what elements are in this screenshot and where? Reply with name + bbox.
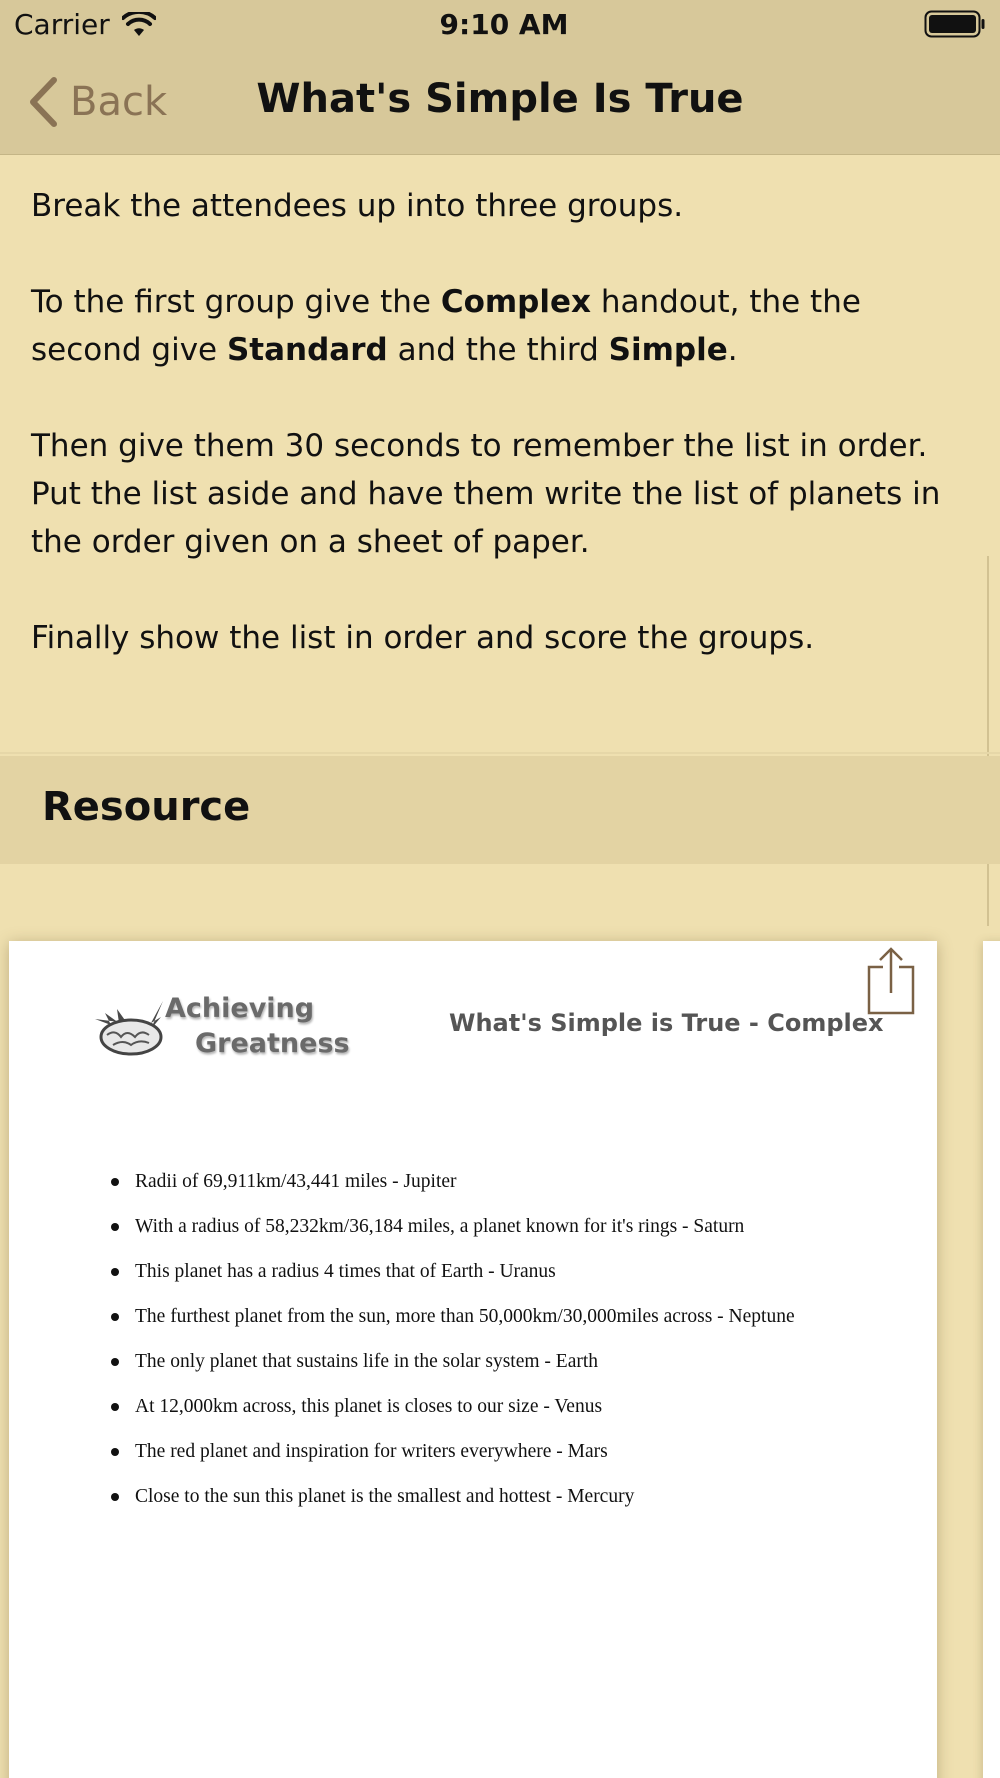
list-item: At 12,000km across, this planet is closes to our size - Venus [109, 1394, 909, 1439]
list-item: The only planet that sustains life in the solar system - Earth [109, 1349, 909, 1394]
back-label: Back [70, 79, 168, 125]
instruction-text: Then give them 30 seconds to remember the list in order. [31, 428, 928, 464]
list-item: The furthest planet from the sun, more than 50,000km/30,000miles across - Neptune [109, 1304, 909, 1349]
instruction-text: Put the list aside and have them write the list of planets in the order given on a sheet of paper. [31, 476, 941, 560]
group-complex-label: Complex [440, 284, 592, 320]
logo-line: Achieving [165, 993, 315, 1024]
planet-clue-list [109, 1169, 909, 1529]
list-item: Close to the sun this planet is the smallest and hottest - Mercury [109, 1484, 909, 1529]
instruction-text: and the third [387, 332, 609, 368]
battery-icon [924, 10, 986, 38]
scroll-indicator[interactable] [987, 556, 989, 926]
status-bar [0, 0, 1000, 50]
status-time: 9:10 AM [439, 8, 569, 41]
share-icon[interactable] [865, 947, 917, 1015]
list-item: Radii of 69,911km/43,441 miles - Jupiter [109, 1169, 909, 1214]
instructions-text [31, 182, 981, 662]
instruction-text: Break the attendees up into three groups. [31, 188, 684, 224]
instruction-paragraph [31, 182, 981, 230]
achieving-greatness-logo [91, 991, 350, 1061]
section-header [0, 756, 1000, 864]
section-title: Resource [42, 784, 251, 830]
group-standard-label: Standard [226, 332, 388, 368]
group-simple-label: Simple [608, 332, 728, 368]
instruction-paragraph [31, 278, 981, 374]
instruction-text: . [727, 332, 738, 368]
document-title: What's Simple is True - Complex [449, 1009, 884, 1037]
instruction-paragraph [31, 614, 981, 662]
logo-line: Greatness [195, 1028, 350, 1059]
instruction-text: To the first group give the [31, 284, 441, 320]
instruction-text: Finally show the list in order and score the groups. [31, 620, 815, 656]
divider [0, 752, 1000, 754]
logo-wordmark [165, 991, 350, 1061]
navigation-bar [0, 0, 1000, 155]
list-item: The red planet and inspiration for writers everywhere - Mars [109, 1439, 909, 1484]
instruction-paragraph [31, 422, 981, 566]
next-resource-document[interactable] [983, 941, 1000, 1778]
brain-wings-logo-icon [91, 999, 167, 1057]
list-item: With a radius of 58,232km/36,184 miles, a planet known for it's rings - Saturn [109, 1214, 909, 1259]
list-item: This planet has a radius 4 times that of Earth - Uranus [109, 1259, 909, 1304]
instruction-text: handout, the the second give [31, 284, 861, 368]
page-title: What's Simple Is True [256, 76, 744, 122]
carrier-label: Carrier [14, 8, 110, 41]
resource-document[interactable] [9, 941, 937, 1778]
